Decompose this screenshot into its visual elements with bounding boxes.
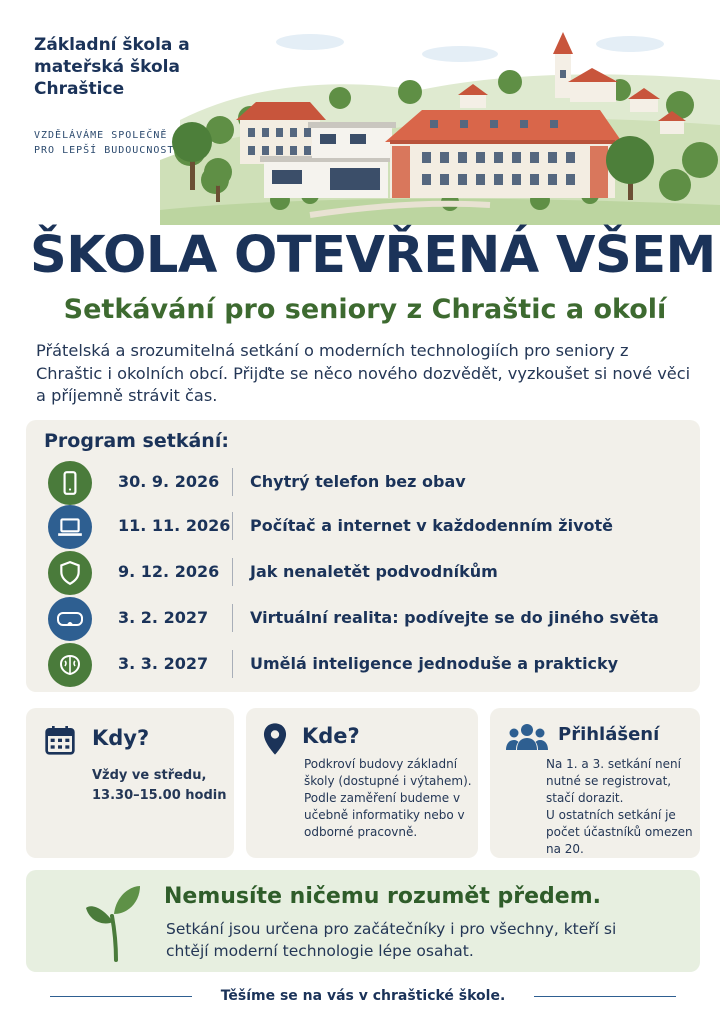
banner-text: Setkání jsou určena pro začátečníky i pro všechny, kteří si chtějí moderní technologie lépe osahat. <box>166 920 617 960</box>
program-panel <box>26 420 700 692</box>
footer-text: Těšíme se na vás v chraštické škole. <box>220 988 506 1004</box>
program-heading: Program setkání: <box>44 430 229 452</box>
where-card <box>246 708 478 858</box>
program-date: 30. 9. 2026 <box>118 472 220 491</box>
page-subtitle: Setkávání pro seniory z Chraštic a okolí <box>63 294 667 325</box>
signup-card <box>490 708 700 858</box>
calendar-icon <box>44 724 76 756</box>
beginners-banner <box>26 870 700 972</box>
program-date: 3. 2. 2027 <box>118 608 209 627</box>
program-divider <box>232 512 233 540</box>
program-topic: Jak nenaletět podvodníkům <box>250 562 498 581</box>
brain-icon <box>48 643 92 687</box>
program-divider <box>232 650 233 678</box>
people-icon <box>506 722 548 752</box>
program-date: 11. 11. 2026 <box>118 516 231 535</box>
program-item <box>46 596 686 642</box>
school-tagline: VZDĚLÁVÁME SPOLEČNĚ PRO LEPŠÍ BUDOUCNOST <box>34 130 175 156</box>
program-topic: Umělá inteligence jednoduše a prakticky <box>250 654 619 673</box>
when-heading: Kdy? <box>92 726 150 750</box>
where-heading: Kde? <box>302 724 360 748</box>
vr-headset-icon <box>48 597 92 641</box>
intro-text: Přátelská a srozumitelná setkání o moderních technologiích pro seniory z Chraštic i okolních obcí. Přijďte se něco nového dozvědět, vyzkoušet si nové věci a příjemně strávit čas. <box>36 341 691 405</box>
signup-text-limit: U ostatních setkání je počet účastníků omezen na 20. <box>546 808 693 856</box>
program-divider <box>232 558 233 586</box>
when-card <box>26 708 234 858</box>
laptop-icon <box>48 505 92 549</box>
location-pin-icon <box>262 722 288 756</box>
program-topic: Virtuální realita: podívejte se do jiného světa <box>250 608 659 627</box>
school-illustration <box>160 10 720 225</box>
shield-icon <box>48 551 92 595</box>
program-topic: Počítač a internet v každodenním životě <box>250 516 614 535</box>
program-date: 3. 3. 2027 <box>118 654 209 673</box>
program-divider <box>232 468 233 496</box>
signup-text-free: Na 1. a 3. setkání není nutné se registrovat, stačí dorazit. <box>546 757 681 805</box>
program-item <box>46 642 686 688</box>
program-item <box>46 460 686 506</box>
banner-title: Nemusíte ničemu rozumět předem. <box>164 884 601 909</box>
footer-divider-right <box>534 996 676 997</box>
signup-heading: Přihlášení <box>558 724 660 745</box>
school-name: Základní škola a mateřská škola Chraštice <box>34 35 190 99</box>
program-item <box>46 504 686 550</box>
header <box>0 0 725 222</box>
page-title: ŠKOLA OTEVŘENÁ VŠEM <box>30 226 716 285</box>
when-day: Vždy ve středu, <box>92 768 207 783</box>
where-text: Podkroví budovy základní školy (dostupné i výtahem). Podle zaměření budeme v učebně informatiky nebo v odborné pracovně. <box>304 757 472 839</box>
program-topic: Chytrý telefon bez obav <box>250 472 466 491</box>
footer-divider-left <box>50 996 192 997</box>
program-item <box>46 550 686 596</box>
program-divider <box>232 604 233 632</box>
sprout-icon <box>84 882 144 962</box>
program-date: 9. 12. 2026 <box>118 562 220 581</box>
when-time: 13.30–15.00 hodin <box>92 788 227 803</box>
smartphone-icon <box>48 461 92 505</box>
